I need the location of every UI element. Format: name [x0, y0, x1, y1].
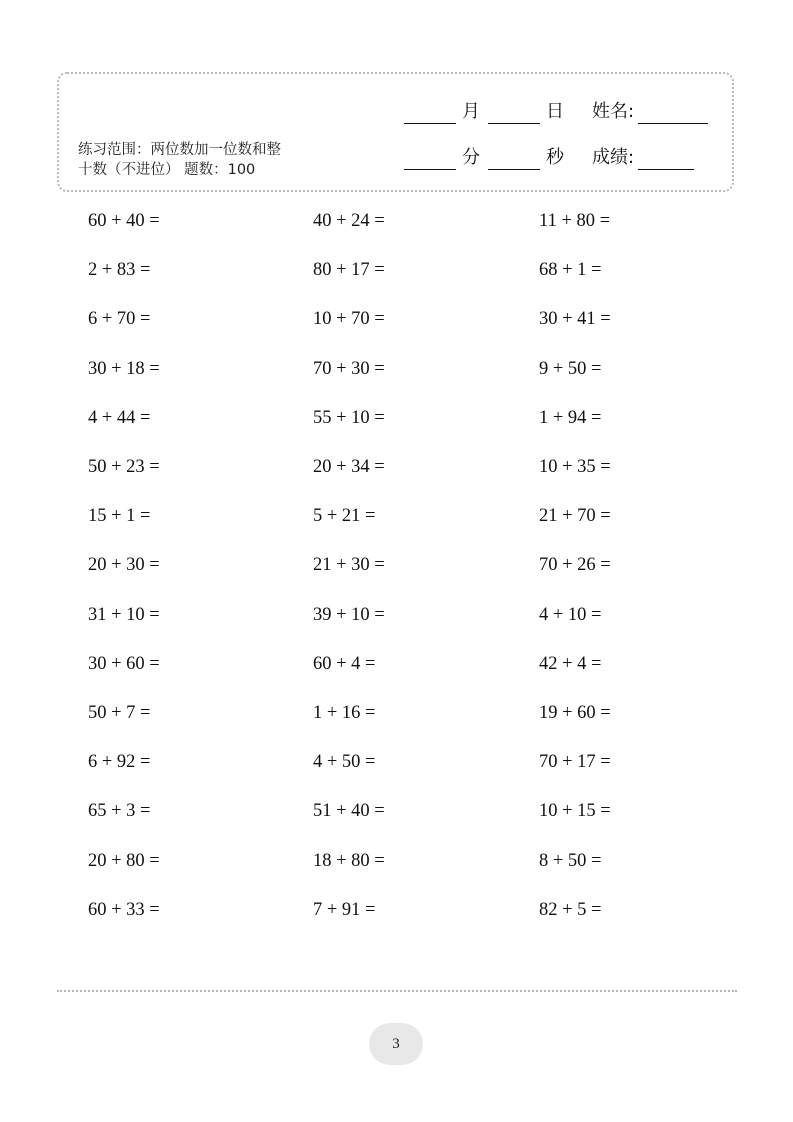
- second-blank[interactable]: [488, 149, 540, 170]
- problem-item: 30 + 60 =: [88, 653, 160, 674]
- problem-item: 50 + 7 =: [88, 703, 151, 723]
- second-label: 秒: [546, 147, 564, 168]
- day-label: 日: [546, 101, 564, 122]
- problem-item: 21 + 30 =: [313, 555, 385, 576]
- problem-item: 9 + 50 =: [539, 358, 602, 379]
- name-label: 姓名:: [592, 101, 635, 122]
- month-blank[interactable]: [404, 103, 456, 124]
- problem-item: 11 + 80 =: [539, 211, 611, 231]
- problem-item: 19 + 60 =: [539, 703, 611, 723]
- problem-item: 4 + 44 =: [88, 407, 151, 428]
- problem-item: 80 + 17 =: [313, 260, 385, 281]
- problem-item: 82 + 5 =: [539, 899, 602, 920]
- page-number: 3: [392, 1035, 400, 1052]
- problem-item: 21 + 70 =: [539, 506, 611, 527]
- problem-item: 5 + 21 =: [313, 506, 376, 527]
- problem-item: 10 + 70 =: [313, 309, 385, 330]
- problem-item: 2 + 83 =: [88, 260, 151, 281]
- name-blank[interactable]: [638, 103, 708, 124]
- score-label: 成绩:: [592, 147, 635, 168]
- problem-item: 1 + 16 =: [313, 703, 376, 723]
- bottom-divider: [57, 990, 737, 992]
- month-label: 月: [462, 101, 480, 122]
- problem-item: 20 + 34 =: [313, 457, 385, 477]
- problem-item: 51 + 40 =: [313, 801, 385, 822]
- problem-item: 65 + 3 =: [88, 801, 151, 822]
- minute-label: 分: [462, 147, 480, 168]
- problem-item: 7 + 91 =: [313, 899, 376, 920]
- problem-item: 6 + 70 =: [88, 309, 151, 330]
- problem-item: 60 + 4 =: [313, 653, 376, 674]
- problem-item: 40 + 24 =: [313, 211, 385, 231]
- scope-line-1: 练习范围：两位数加一位数和整: [78, 142, 281, 158]
- score-blank[interactable]: [638, 149, 694, 170]
- problem-item: 4 + 50 =: [313, 752, 376, 773]
- problem-item: 31 + 10 =: [88, 604, 160, 625]
- problem-item: 8 + 50 =: [539, 850, 602, 871]
- problem-item: 68 + 1 =: [539, 260, 602, 281]
- problem-item: 10 + 35 =: [539, 457, 611, 477]
- day-blank[interactable]: [488, 103, 540, 124]
- problem-item: 60 + 33 =: [88, 899, 160, 920]
- problem-item: 60 + 40 =: [88, 211, 160, 231]
- problem-item: 15 + 1 =: [88, 506, 151, 527]
- problem-item: 6 + 92 =: [88, 752, 151, 773]
- problem-item: 55 + 10 =: [313, 407, 385, 428]
- practice-scope: [78, 140, 318, 180]
- date-row: [404, 96, 708, 124]
- problem-item: 20 + 30 =: [88, 555, 160, 576]
- problem-item: 10 + 15 =: [539, 801, 611, 822]
- time-row: [404, 142, 694, 170]
- minute-blank[interactable]: [404, 149, 456, 170]
- problem-item: 30 + 18 =: [88, 358, 160, 379]
- problem-item: 70 + 26 =: [539, 555, 611, 576]
- scope-line-2: 十数（不进位） 题数：100: [78, 162, 256, 178]
- problem-item: 42 + 4 =: [539, 653, 602, 674]
- problem-item: 30 + 41 =: [539, 309, 611, 330]
- problem-item: 39 + 10 =: [313, 604, 385, 625]
- problem-item: 18 + 80 =: [313, 850, 385, 871]
- problem-item: 70 + 17 =: [539, 752, 611, 773]
- problem-item: 70 + 30 =: [313, 358, 385, 379]
- problem-item: 20 + 80 =: [88, 850, 160, 871]
- problem-item: 4 + 10 =: [539, 604, 602, 625]
- problem-item: 50 + 23 =: [88, 457, 160, 477]
- page-number-badge: [369, 1023, 423, 1065]
- problem-item: 1 + 94 =: [539, 407, 602, 428]
